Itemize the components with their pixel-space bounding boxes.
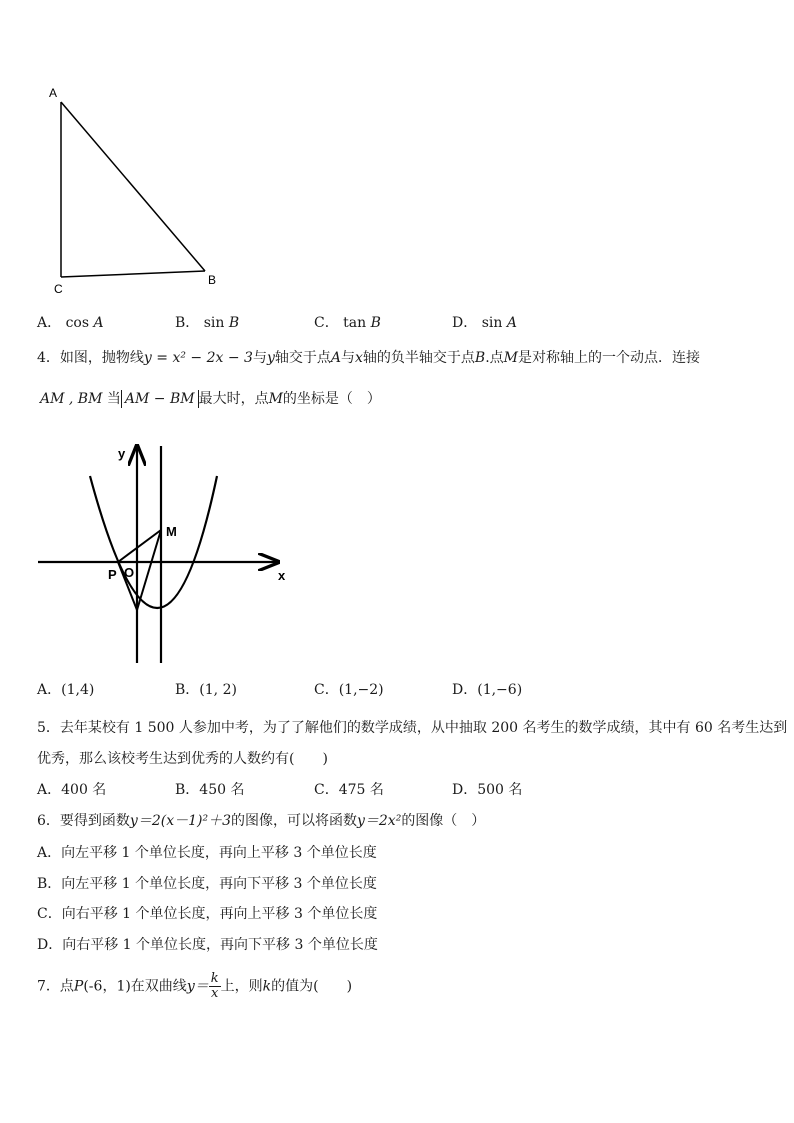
point-label-m: M [166, 524, 177, 539]
q5-stem-line1: 5．去年某校有 1 500 人参加中考，为了了解他们的数学成绩，从中抽取 200 名考生的数学成绩，其中有 60 名考生达到 [37, 720, 788, 736]
option-letter: C． [314, 682, 339, 698]
q5-option-d[interactable] [452, 779, 522, 799]
parabola-figure [30, 438, 300, 668]
option-var: A [506, 315, 517, 331]
q3-option-a[interactable] [37, 312, 104, 332]
var-m: M [268, 391, 283, 407]
stem-text: 上，则 [220, 978, 263, 995]
option-fn: sin [481, 315, 503, 331]
option-var: B [228, 315, 240, 331]
q5-option-a[interactable] [37, 779, 106, 799]
q4-stem-line2 [40, 388, 381, 408]
q4-option-b[interactable] [175, 679, 237, 699]
stem-text: 的图像，可以将函数 [230, 813, 357, 829]
stem-text: (-6，1)在双曲线 [83, 978, 187, 995]
hyperbola-lhs: y＝ [186, 978, 209, 995]
segment-am [137, 530, 161, 610]
stem-text: .点 [485, 350, 504, 366]
triangle-figure [40, 80, 230, 300]
q4-option-c[interactable] [314, 679, 384, 699]
var-p: P [73, 978, 84, 995]
side-ab [61, 102, 205, 271]
target-function: y＝2(x－1)²＋3 [129, 813, 231, 829]
q6-option-b[interactable]: B．向左平移 1 个单位长度，再向下平移 3 个单位长度 [37, 876, 377, 892]
vertex-label-b: B [208, 273, 217, 287]
absolute-value-expression: AM − BM [121, 390, 199, 408]
stem-text: 与 [252, 350, 267, 366]
fraction-k-over-x [209, 972, 221, 1001]
fraction-denominator: x [211, 986, 219, 1001]
option-letter: B． [175, 682, 200, 698]
question-number: 4． [37, 350, 60, 366]
stem-text: 轴的负半轴交于点 [362, 350, 475, 366]
vars-am-bm: AM , BM [40, 391, 103, 407]
point-label-o: O [124, 565, 135, 580]
stem-text: 7．点 [37, 978, 74, 995]
q5-stem-line2: 优秀，那么该校考生达到优秀的人数约有( ) [37, 751, 328, 767]
q3-option-d[interactable] [452, 312, 517, 332]
vertex-label-c: C [54, 282, 63, 296]
side-cb [61, 271, 205, 277]
segment-pm [118, 530, 161, 562]
q6-option-d[interactable]: D．向右平移 1 个单位长度，再向下平移 3 个单位长度 [37, 937, 378, 953]
parabola-equation: y = x² − 2x − 3 [143, 350, 253, 366]
stem-text: 是对称轴上的一个动点．连接 [518, 350, 700, 366]
option-letter: A． [37, 682, 62, 698]
option-value: (1, 2) [199, 682, 237, 698]
var-b: B [474, 350, 486, 366]
point-label-p: P [108, 567, 117, 582]
option-value: (1,−2) [338, 682, 384, 698]
stem-text: 的坐标是（ ） [282, 391, 381, 407]
q4-stem-line1 [37, 347, 700, 367]
stem-text: 的图像（ ） [401, 813, 486, 829]
option-value: 400 名 [61, 782, 107, 798]
q5-option-b[interactable] [175, 779, 244, 799]
option-letter: D． [452, 782, 478, 798]
var-k: k [262, 978, 272, 995]
option-var: B [370, 315, 381, 331]
option-letter: A． [37, 315, 62, 331]
var-x: x [355, 350, 363, 366]
option-letter: C． [314, 782, 339, 798]
option-value: 475 名 [338, 782, 384, 798]
axis-label-x: x [278, 568, 286, 583]
option-letter: B． [175, 782, 200, 798]
option-fn: cos [65, 315, 90, 331]
option-letter: A． [37, 782, 62, 798]
option-fn: tan [343, 315, 367, 331]
stem-text: 当 [106, 391, 121, 407]
q6-option-a[interactable]: A．向左平移 1 个单位长度，再向上平移 3 个单位长度 [37, 845, 377, 861]
stem-text: 轴交于点 [274, 350, 331, 366]
var-m: M [503, 350, 518, 366]
fraction-numerator: k [210, 971, 219, 986]
vertex-label-a: A [49, 86, 58, 100]
parabola-curve [90, 476, 217, 608]
var-a: A [330, 350, 341, 366]
q4-option-d[interactable] [452, 679, 522, 699]
stem-text: 最大时，点 [198, 391, 269, 407]
var-y: y [266, 350, 275, 366]
stem-text: 的值为( ) [271, 978, 353, 995]
option-value: 500 名 [477, 782, 523, 798]
option-value: (1,−6) [477, 682, 523, 698]
q4-option-a[interactable] [37, 679, 94, 699]
q5-option-c[interactable] [314, 779, 384, 799]
option-value: 450 名 [199, 782, 245, 798]
stem-text: 与 [341, 350, 355, 366]
axis-label-y: y [118, 446, 126, 461]
q3-option-b[interactable] [175, 312, 239, 332]
stem-text: 6．要得到函数 [37, 813, 130, 829]
option-value: (1,4) [61, 682, 95, 698]
stem-text: 如图，抛物线 [59, 350, 144, 366]
option-letter: B． [175, 315, 200, 331]
option-fn: sin [203, 315, 225, 331]
q6-option-c[interactable]: C．向右平移 1 个单位长度，再向上平移 3 个单位长度 [37, 906, 378, 922]
option-letter: D． [452, 315, 478, 331]
option-letter: D． [452, 682, 478, 698]
option-letter: C． [314, 315, 339, 331]
q7-stem [37, 972, 352, 1001]
option-var: A [93, 315, 104, 331]
q3-option-c[interactable] [314, 312, 381, 332]
q6-stem [37, 810, 485, 830]
source-function: y＝2x² [356, 813, 402, 829]
